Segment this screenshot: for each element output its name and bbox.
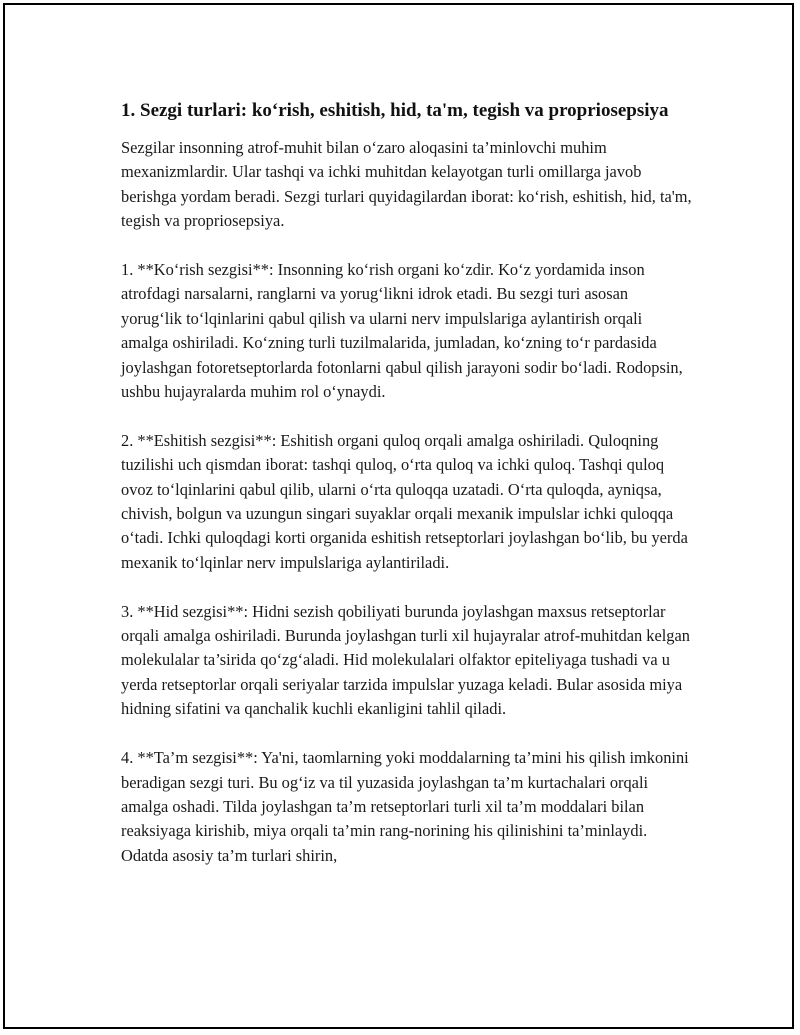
document-page [3,3,794,1029]
hearing-paragraph: 2. **Eshitish sezgisi**: Eshitish organi quloq orqali amalga oshiriladi. Quloqning tuzilishi uch qismdan iborat: tashqi quloq, o‘rta quloq va ichki quloq. Tashqi quloq ovoz to‘lqinlarini qabul qilib, ularni o‘rta quloqqa uzatadi. O‘rta quloqda, ayniqsa, chivish, bolgun va uzungun singari suyaklar orqali mexanik impulslar ichki quloqqa o‘tadi. Ichki quloqdagi korti organida eshitish retseptorlari joylashgan bo‘lib, bu yerda mexanik to‘lqinlar nerv impulslariga aylantiriladi. [121,430,688,572]
intro-paragraph: Sezgilar insonning atrof-muhit bilan o‘zaro aloqasini ta’minlovchi muhim mexanizmlardir. Ular tashqi va ichki muhitdan kelayotgan turli omillarga javob berishga yordam beradi. Sezgi turlari quyidagilardan iborat: ko‘rish, eshitish, hid, ta'm, tegish va propriosepsiya. [121,138,692,231]
vision-paragraph: 1. **Ko‘rish sezgisi**: Insonning ko‘rish organi ko‘zdir. Ko‘z yordamida inson atrofdagi narsalarni, ranglarni va yorug‘likni idrok etadi. Bu sezgi turi asosan yorug‘lik to‘lqinlarini qabul qilish va ularni nerv impulslariga aylantirish orqali amalga oshiriladi. Ko‘zning turli tuzilmalarida, jumladan, ko‘zning to‘r pardasida joylashgan fotoretseptorlarda fotonlarni qabul qilish jarayoni sodir bo‘ladi. Rodopsin, ushbu hujayralarda muhim rol o‘ynaydi. [121,260,683,402]
document-body [121,98,693,893]
section-heading: 1. Sezgi turlari: ko‘rish, eshitish, hid, ta'm, tegish va propriosepsiya [121,100,669,121]
smell-paragraph: 3. **Hid sezgisi**: Hidni sezish qobiliyati burunda joylashgan maxsus retseptorlar orqali amalga oshiriladi. Burunda joylashgan turli xil hujayralar atrof-muhitdan kelgan molekulalar ta’sirida qo‘zg‘aladi. Hid molekulalari olfaktor epiteliyaga tushadi va u yerda retseptorlar orqali seriyalar tarzida impulslar yuzaga keladi. Bular asosida miya hidning sifatini va qanchalik kuchli ekanligini tahlil qiladi. [121,601,690,719]
taste-paragraph: 4. **Ta’m sezgisi**: Ya'ni, taomlarning yoki moddalarning ta’mini his qilish imkonini beradigan sezgi turi. Bu og‘iz va til yuzasida joylashgan ta’m kurtachalari orqali amalga oshadi. Tilda joylashgan ta’m retseptorlari turli xil ta’m moddalari bilan reaksiyaga kirishib, miya orqali ta’min rang-norining his qilinishini ta’minlaydi. Odatda asosiy ta’m turlari shirin, [121,748,689,865]
